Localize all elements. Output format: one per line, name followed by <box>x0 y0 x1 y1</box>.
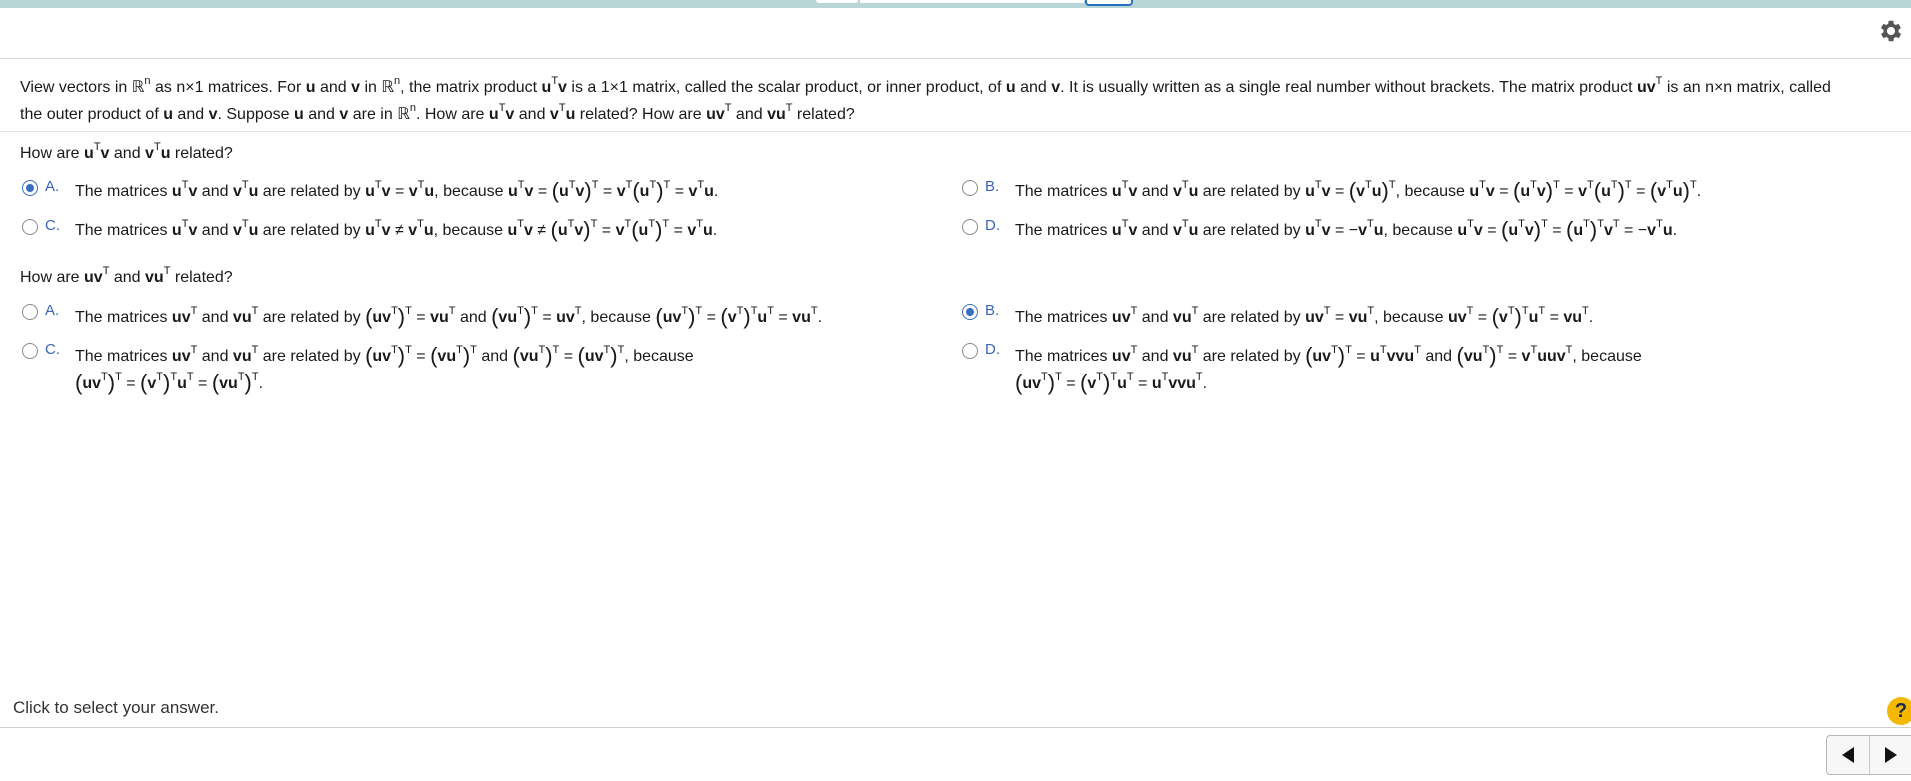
radio-q2-c[interactable] <box>22 343 38 359</box>
divider <box>0 727 1911 728</box>
help-button[interactable]: ? <box>1887 697 1911 725</box>
option-q1-c-text[interactable]: The matrices $u^Tv$ and $v^Tu$ are related by $u^Tv \ne v^Tu$, because $u^Tv \ne (u^Tv)^T = v^T(u^T)^T = v^Tu$. <box>75 217 718 242</box>
radio-q1-b[interactable] <box>962 180 978 196</box>
top-tab <box>860 0 1084 3</box>
question-2-prompt: How are $uv^T$ and $vu^T$ related? <box>20 265 233 286</box>
option-q1-d-text[interactable]: The matrices $u^Tv$ and $v^Tu$ are related by $u^Tv = -v^Tu$, because $u^Tv = (u^Tv)^T = (u^T)^Tv^T = -v^Tu$. <box>1015 217 1678 242</box>
option-letter: D. <box>985 341 1000 358</box>
top-tab-active <box>1085 0 1133 6</box>
next-button[interactable] <box>1869 736 1911 774</box>
option-letter: D. <box>985 217 1000 234</box>
triangle-right-icon <box>1883 746 1899 764</box>
option-letter: A. <box>45 178 60 195</box>
radio-q2-d[interactable] <box>962 343 978 359</box>
option-q1-b-text[interactable]: The matrices $u^Tv$ and $v^Tu$ are related by $u^Tv = (v^Tu)^T$, because $u^Tv = (u^Tv)^T = v^T(u^T)^T = (v^Tu)^T$. <box>1015 178 1702 203</box>
radio-q1-c[interactable] <box>22 219 38 235</box>
option-q2-a-text[interactable]: The matrices $uv^T$ and $vu^T$ are related by $(uv^T)^T = vu^T$ and $(vu^T)^T = uv^T$, because $(uv^T)^T = (v^T)^Tu^T = vu^T$. <box>75 304 823 329</box>
option-q1-a-text[interactable]: The matrices $u^Tv$ and $v^Tu$ are related by $u^Tv = v^Tu$, because $u^Tv = (u^Tv)^T = v^T(u^T)^T = v^Tu$. <box>75 178 719 203</box>
radio-q1-d[interactable] <box>962 219 978 235</box>
nav-buttons <box>1826 735 1911 775</box>
radio-q2-a[interactable] <box>22 304 38 320</box>
question-1-prompt: How are $u^Tv$ and $v^Tu$ related? <box>20 141 233 162</box>
triangle-left-icon <box>1840 746 1856 764</box>
option-q2-c-text-line-1[interactable]: The matrices $uv^T$ and $vu^T$ are related by $(uv^T)^T = (vu^T)^T$ and $(vu^T)^T = (uv^T)^T$, because <box>75 343 694 368</box>
option-letter: A. <box>45 302 60 319</box>
option-q2-d-text-line-1[interactable]: The matrices $uv^T$ and $vu^T$ are related by $(uv^T)^T = u^Tvvu^T$ and $(vu^T)^T = v^Tuuv^T$, because <box>1015 343 1642 368</box>
radio-q2-b[interactable] <box>962 304 978 320</box>
intro-line-2: the outer product of u and v. Suppose u and v are in ℝ$^n$. How are $u^Tv$ and $v^Tu$ related? How are $uv^T$ and $vu^T$ related? <box>20 102 855 123</box>
top-bar <box>0 0 1911 8</box>
option-q2-b-text[interactable]: The matrices $uv^T$ and $vu^T$ are related by $uv^T = vu^T$, because $uv^T = (v^T)^Tu^T = vu^T$. <box>1015 304 1594 329</box>
intro-paragraph <box>20 74 1898 128</box>
option-q2-d-text-line-2[interactable]: $(uv^T)^T = (v^T)^Tu^T = u^Tvvu^T$. <box>1015 370 1208 395</box>
option-letter: C. <box>45 341 60 358</box>
option-letter: C. <box>45 217 60 234</box>
option-letter: B. <box>985 178 1000 195</box>
instruction-text: Click to select your answer. <box>13 698 219 717</box>
intro-line-1: View vectors in ℝ$^n$ as n×1 matrices. For u and v in ℝ$^n$, the matrix product $u^Tv$ is a 1×1 matrix, called the scalar product, or inner product, of u and v. It is usually written as a single real number without brackets. The matrix product $uv^T$ is an n×n matrix, called <box>20 75 1831 96</box>
option-letter: B. <box>985 302 1000 319</box>
divider <box>0 131 1911 132</box>
option-q2-c-text-line-2[interactable]: $(uv^T)^T = (v^T)^Tu^T = (vu^T)^T$. <box>75 370 264 395</box>
top-tab <box>816 0 858 3</box>
radio-q1-a[interactable] <box>22 180 38 196</box>
prev-button[interactable] <box>1827 736 1869 774</box>
divider <box>0 58 1911 59</box>
gear-icon[interactable] <box>1877 17 1905 45</box>
